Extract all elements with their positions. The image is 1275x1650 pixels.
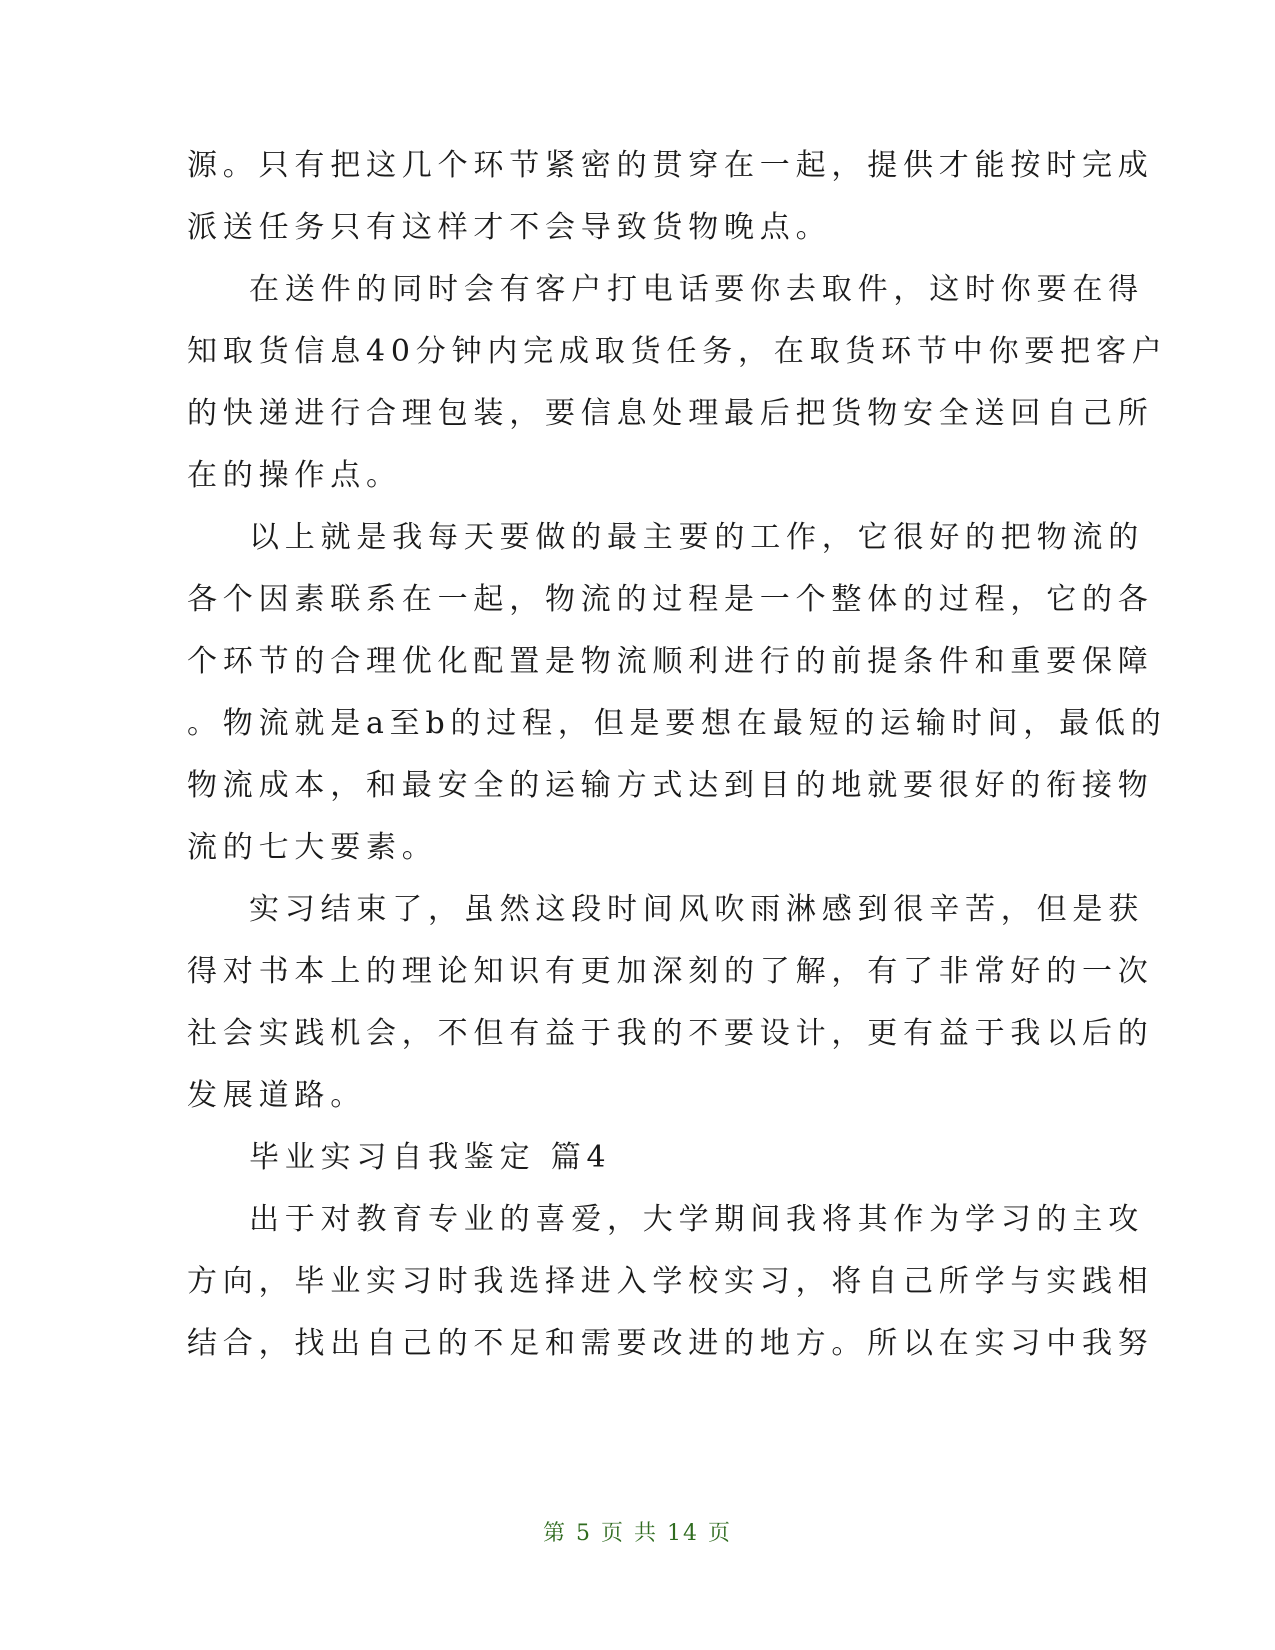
paragraph-start-line: 在送件的同时会有客户打电话要你去取件，这时你要在得 <box>249 272 1144 307</box>
text-line: 知取货信息40分钟内完成取货任务，在取货环节中你要把客户 <box>187 334 1168 369</box>
text-line: 派送任务只有这样才不会导致货物晚点。 <box>187 210 832 245</box>
text-line: 得对书本上的理论知识有更加深刻的了解，有了非常好的一次 <box>187 954 1154 989</box>
paragraph-start-line: 以上就是我每天要做的最主要的工作，它很好的把物流的 <box>249 520 1144 555</box>
section-heading: 毕业实习自我鉴定 篇4 <box>249 1140 612 1175</box>
text-line: 物流成本，和最安全的运输方式达到目的地就要很好的衔接物 <box>187 768 1154 803</box>
document-body <box>187 135 1168 1375</box>
text-line: 个环节的合理优化配置是物流顺利进行的前提条件和重要保障 <box>187 644 1154 679</box>
text-line: 源。只有把这几个环节紧密的贯穿在一起，提供才能按时完成 <box>187 148 1154 183</box>
text-line: 。物流就是a至b的过程，但是要想在最短的运输时间，最低的 <box>187 706 1167 741</box>
paragraph-start-line: 实习结束了，虽然这段时间风吹雨淋感到很辛苦，但是获 <box>249 892 1144 927</box>
text-line: 各个因素联系在一起，物流的过程是一个整体的过程，它的各 <box>187 582 1154 617</box>
text-line: 在的操作点。 <box>187 458 402 493</box>
text-line: 方向，毕业实习时我选择进入学校实习，将自己所学与实践相 <box>187 1264 1154 1299</box>
text-line: 的快递进行合理包装，要信息处理最后把货物安全送回自己所 <box>187 396 1154 431</box>
text-line: 结合，找出自己的不足和需要改进的地方。所以在实习中我努 <box>187 1326 1154 1361</box>
paragraph-start-line: 出于对教育专业的喜爱，大学期间我将其作为学习的主攻 <box>249 1202 1144 1237</box>
page-footer: 第 5 页 共 14 页 <box>543 1521 732 1546</box>
text-line: 发展道路。 <box>187 1078 366 1113</box>
text-line: 社会实践机会，不但有益于我的不要设计，更有益于我以后的 <box>187 1016 1154 1051</box>
text-line: 流的七大要素。 <box>187 830 438 865</box>
